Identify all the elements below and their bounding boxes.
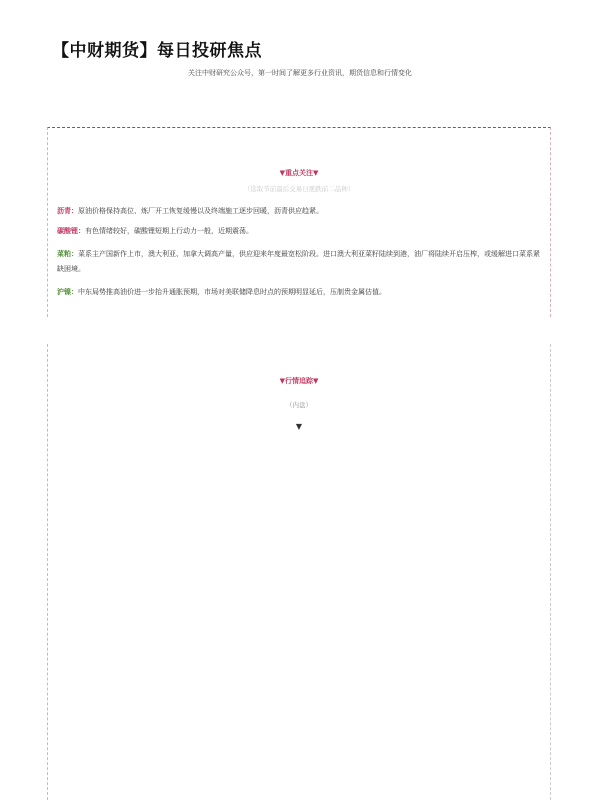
focus-item-label: 菜粕 bbox=[57, 250, 71, 258]
focus-item-nickel: 沪镍：中东局势推高油价进一步抬升通胀预期，市场对美联储降息时点的预期明显延后，压制贵金属估值。 bbox=[57, 288, 386, 296]
focus-item-text: 菜系主产国新作上市，澳大利亚、加拿大调高产量，供应迎来年度最宽松阶段。进口澳大利亚菜籽陆续到港，油厂将陆续开启压榨，或缓解进口菜系紧缺困境。 bbox=[57, 250, 540, 273]
focus-item-lithium: 碳酸锂：有色情绪较好，碳酸锂短期上行动力一般，近期震荡。 bbox=[57, 227, 253, 235]
focus-item-label: 沪镍 bbox=[57, 288, 71, 296]
focus-item-label: 碳酸锂 bbox=[57, 227, 78, 235]
focus-item-text: 有色情绪较好，碳酸锂短期上行动力一般，近期震荡。 bbox=[85, 227, 253, 235]
page-title: 【中财期货】每日投研焦点 bbox=[52, 41, 262, 61]
focus-item-text: 原油价格保持高位、炼厂开工恢复缓慢以及终端施工逐步回暖，沥青供应趋紧。 bbox=[78, 207, 323, 215]
focus-item-text: 中东局势推高油价进一步抬升通胀预期，市场对美联储降息时点的预期明显延后，压制贵金属估值。 bbox=[78, 288, 386, 296]
page-subtitle: 关注中财研究公众号，第一时间了解更多行业资讯，期货信息和行情变化 bbox=[188, 69, 412, 77]
focus-item-label: 沥青 bbox=[57, 207, 71, 215]
down-arrow-icon: ▼ bbox=[295, 422, 303, 431]
focus-note: （选取节前最后交易日涨跌前二品种） bbox=[243, 185, 355, 193]
focus-item-asphalt: 沥青：原油价格保持高位、炼厂开工恢复缓慢以及终端施工逐步回暖，沥青供应趋紧。 bbox=[57, 207, 323, 215]
focus-item-rapeseed-meal: 菜粕：菜系主产国新作上市，澳大利亚、加拿大调高产量，供应迎来年度最宽松阶段。进口澳大利亚菜籽陆续到港，油厂将陆续开启压榨，或缓解进口菜系紧缺困境。 bbox=[57, 250, 540, 273]
tracking-section bbox=[47, 344, 551, 800]
focus-heading: ▼重点关注▼ bbox=[279, 169, 319, 177]
tracking-note: （内盘） bbox=[286, 401, 312, 409]
tracking-heading: ▼行情追踪▼ bbox=[279, 377, 319, 385]
focus-section bbox=[47, 127, 551, 317]
